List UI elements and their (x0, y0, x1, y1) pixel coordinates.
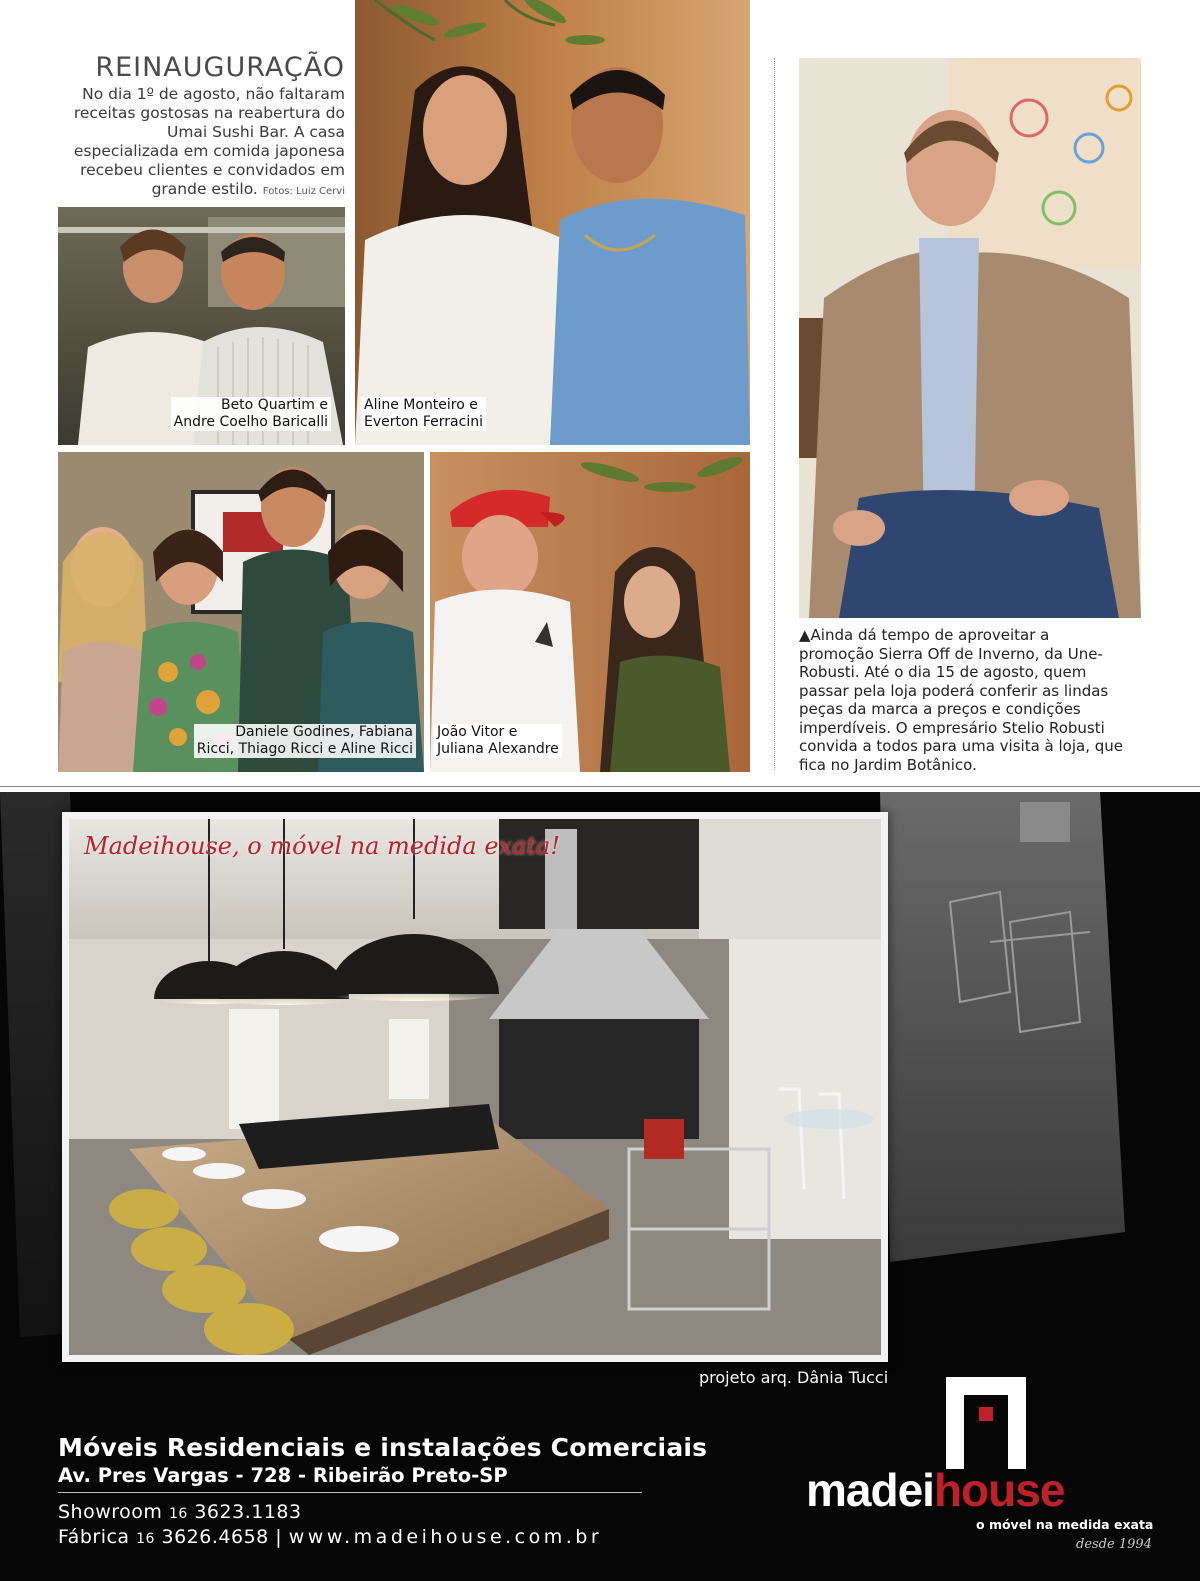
showroom-label: Showroom (58, 1501, 163, 1523)
caption-joao-juliana (434, 724, 562, 758)
caption-line: João Vitor e (437, 724, 518, 740)
ad-divider (58, 1492, 642, 1493)
photo-group-ricci (58, 452, 424, 772)
showroom-number: 3623.1183 (194, 1501, 302, 1523)
caption-line: Everton Ferracini (364, 414, 483, 430)
photo-credit: Fotos: Luiz Cervi (262, 186, 345, 197)
caption-line: Beto Quartim e (220, 397, 328, 413)
madeihouse-logo (806, 1377, 1156, 1567)
photo-beto-andre (58, 207, 345, 445)
showroom-ddd: 16 (168, 1506, 188, 1522)
showroom-phone (58, 1501, 302, 1523)
logo-since: desde 1994 (1076, 1537, 1152, 1552)
article-intro-text: No dia 1º de agosto, não faltaram receitas gostosas na reabertura do Umai Sushi Bar. A casa especializada em comida japonesa recebeu clientes e convidados em grande estilo. (73, 85, 345, 198)
logo-part-house: house (933, 1464, 1065, 1516)
ad-title: Móveis Residenciais e instalações Comerciais (58, 1433, 708, 1462)
section-separator (0, 786, 1200, 787)
article-headline: REINAUGURAÇÃO (95, 52, 345, 83)
caption-line: Andre Coelho Baricalli (173, 414, 328, 430)
madeihouse-ad (0, 792, 1200, 1581)
logo-wordmark (806, 1463, 1064, 1517)
photo-stelio-robusti (799, 58, 1141, 618)
ad-slogan: Madeihouse, o móvel na medida exata! (84, 832, 560, 860)
factory-label: Fábrica (58, 1526, 130, 1548)
factory-ddd: 16 (136, 1531, 155, 1547)
caption-group-ricci (194, 724, 416, 758)
project-credit: projeto arq. Dânia Tucci (699, 1368, 889, 1387)
photo-aline-everton (355, 0, 750, 445)
factory-number: 3626.4658 (161, 1526, 269, 1548)
logo-door-icon (946, 1377, 1026, 1469)
caption-line: Daniele Godines, Fabiana (235, 724, 413, 740)
caption-line: Juliana Alexandre (437, 741, 559, 757)
side-story-text (799, 626, 1129, 774)
logo-tagline: o móvel na medida exata (976, 1517, 1154, 1532)
article-intro (60, 85, 345, 201)
separator: | (275, 1526, 283, 1548)
kitchen-photo-frame (62, 812, 888, 1362)
kitchen-photo (69, 819, 881, 1355)
caption-line: Ricci, Thiago Ricci e Aline Ricci (196, 741, 413, 757)
column-divider (774, 58, 775, 770)
website-link[interactable]: www.madeihouse.com.br (288, 1526, 603, 1548)
logo-part-madei: madei (806, 1464, 934, 1516)
caption-aline-everton (361, 397, 486, 431)
ad-address: Av. Pres Vargas - 728 - Ribeirão Preto-SP (58, 1464, 508, 1487)
side-story-body: Ainda dá tempo de aproveitar a promoção Sierra Off de Inverno, da Une-Robusti. Até o dia 15 de agosto, quem passar pela loja poderá conferir as lindas peças da marca a preços e condições imperdíveis. O empresário Stelio Robusti convida a todos para uma visita à loja, que fica no Jardim Botânico. (799, 626, 1124, 774)
triangle-up-icon: ▲ (799, 626, 811, 644)
photo-joao-juliana (430, 452, 750, 772)
caption-beto-andre (171, 397, 331, 431)
factory-phone-and-site (58, 1526, 602, 1548)
caption-line: Aline Monteiro e (364, 397, 478, 413)
